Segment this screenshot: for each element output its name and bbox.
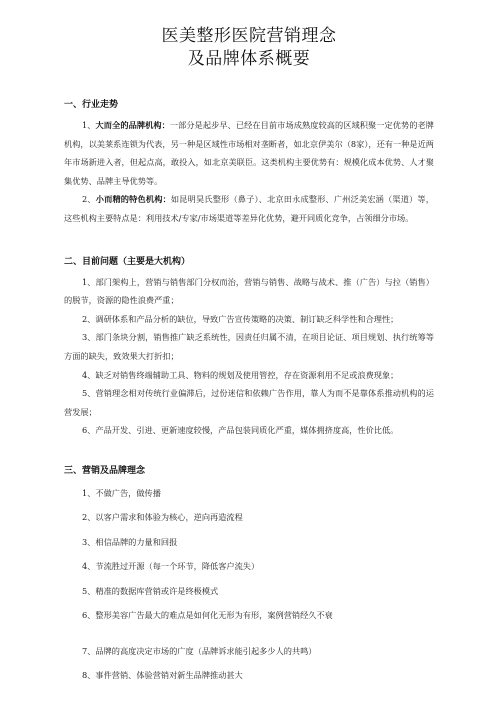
list-item: 3、相信品牌的力量和回报 (82, 536, 178, 547)
list-item: 4、节流胜过开源（每一个环节，降低客户流失） (82, 561, 260, 572)
list-item: 4、缺乏对销售终端辅助工具、物料的规划及使用管控，存在资源利用不足或浪费现象； (82, 369, 399, 380)
list-item: 3、部门条块分割，销售推广缺乏系统性，因责任归属不清，在项目论证、项目规划、执行统筹等方面的缺失，致效果大打折扣； (64, 332, 434, 361)
title-line-2: 及品牌体系概要 (187, 49, 311, 69)
title-line-1: 医美整形医院营销理念 (161, 26, 337, 46)
paragraph-text: 一部分是起步早、已经在目前市场成熟度较高的区域积聚一定优势的老牌机构，以美莱系连锁为代表，另一种是区域性市场相对垄断者，如北京伊美尔（8家），还有一种是近两年市场新进入者，但起点高，敢投入，如北京美联臣。这类机构主要优势有：规模化成本优势、人才聚集优势、品牌主导优势等。 (64, 120, 434, 186)
paragraph-lead: 大而全的品牌机构： (95, 120, 170, 130)
list-item: 6、整形美容广告最大的难点是如何化无形为有形，案例营销经久不衰 (82, 610, 333, 621)
problems-list (64, 273, 434, 440)
list-item: 8、事件营销、体验营销对新生品牌推动甚大 (82, 670, 243, 681)
list-item: 2、以客户需求和体验为核心，逆向再造流程 (82, 512, 243, 523)
paragraph-large-institutions (64, 116, 434, 190)
list-item: 1、部门架构上，营销与销售部门分权而治，营销与销售、战略与战术、推（广告）与拉（销售）的脱节，资源的隐性浪费严重； (64, 276, 434, 306)
section-heading-problems: 二、目前问题（主要是大机构） (64, 256, 191, 267)
paragraph-text: 如昆明昊氏整形（鼻子）、北京田永成整形、广州泛美宏涵（渠道）等，这些机构主要特点是：利用技术/专家/市场渠道等差异化优势，避开同质化竞争，占领细分市场。 (64, 194, 434, 223)
document-title (64, 25, 434, 71)
list-item: 6、产品开发、引进、更新速度较慢，产品包装同质化严重，媒体拥挤度高，性价比低。 (82, 425, 399, 436)
section-heading-philosophy: 三、营销及品牌理念 (64, 465, 146, 476)
list-item: 5、精准的数据库营销或许是终极模式 (82, 585, 219, 596)
paragraph-lead: 小而精的特色机构： (95, 194, 171, 205)
paragraph-number: 2、 (82, 194, 96, 205)
list-gap (64, 633, 434, 644)
list-item: 2、调研体系和产品分析的缺位，导致广告宣传策略的决策、制订缺乏科学性和合理性； (82, 313, 399, 324)
list-item: 5、营销理念相对传统行业偏滞后，过份迷信和依赖广告作用，靠人为而不是靠体系推动机构的运营发展； (64, 388, 434, 417)
section-heading-trends: 一、行业走势 (64, 100, 119, 110)
philosophy-list (64, 486, 434, 683)
paragraph-number: 1、 (82, 120, 96, 130)
list-item: 1、不做广告，做传播 (82, 487, 161, 498)
paragraph-small-institutions (64, 190, 434, 227)
list-item: 7、品牌的高度决定市场的广度（品牌诉求能引起多少人的共鸣） (82, 645, 317, 656)
